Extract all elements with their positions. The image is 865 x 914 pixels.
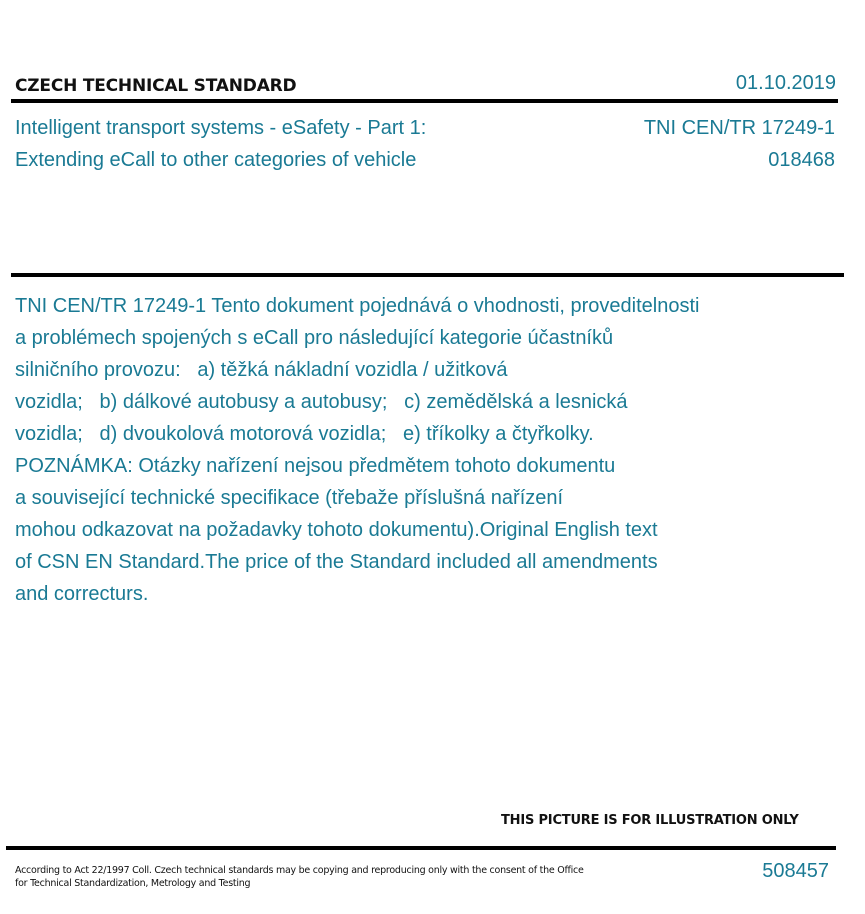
abstract-line: and correcturs.	[15, 583, 149, 605]
middle-divider	[11, 273, 844, 277]
illustration-disclaimer: THIS PICTURE IS FOR ILLUSTRATION ONLY	[501, 813, 799, 828]
document-title-line-2: Extending eCall to other categories of vehicle	[15, 149, 417, 171]
standard-designation: TNI CEN/TR 17249-1	[643, 117, 835, 139]
abstract-line: POZNÁMKA: Otázky nařízení nejsou předmětem tohoto dokumentu	[15, 455, 616, 477]
legal-notice-line-1: According to Act 22/1997 Coll. Czech technical standards may be copying and reproducing only with the consent of the Office	[15, 865, 584, 876]
abstract-line: a související technické specifikace (třebaže příslušná nařízení	[15, 487, 564, 509]
document-title-line-1: Intelligent transport systems - eSafety - Part 1:	[15, 117, 427, 139]
abstract-text	[15, 290, 699, 610]
legal-notice	[15, 864, 584, 890]
bottom-divider	[6, 846, 836, 850]
legal-notice-line-2: for Technical Standardization, Metrology and Testing	[15, 878, 251, 889]
abstract-line: silničního provozu: a) těžká nákladní vozidla / užitková	[15, 359, 508, 381]
standard-type-heading: CZECH TECHNICAL STANDARD	[15, 76, 297, 96]
abstract-line: vozidla; d) dvoukolová motorová vozidla; e) tříkolky a čtyřkolky.	[15, 423, 594, 445]
abstract-line: TNI CEN/TR 17249-1 Tento dokument pojednává o vhodnosti, proveditelnosti	[15, 295, 700, 317]
order-number: 508457	[762, 860, 829, 882]
abstract-line: a problémech spojených s eCall pro následující kategorie účastníků	[15, 327, 614, 349]
abstract-line: of CSN EN Standard.The price of the Standard included all amendments	[15, 551, 658, 573]
catalog-number: 018468	[768, 149, 835, 171]
top-divider	[11, 99, 838, 103]
publication-date: 01.10.2019	[735, 72, 836, 94]
abstract-line: vozidla; b) dálkové autobusy a autobusy; c) zemědělská a lesnická	[15, 391, 628, 413]
abstract-line: mohou odkazovat na požadavky tohoto dokumentu).Original English text	[15, 519, 658, 541]
